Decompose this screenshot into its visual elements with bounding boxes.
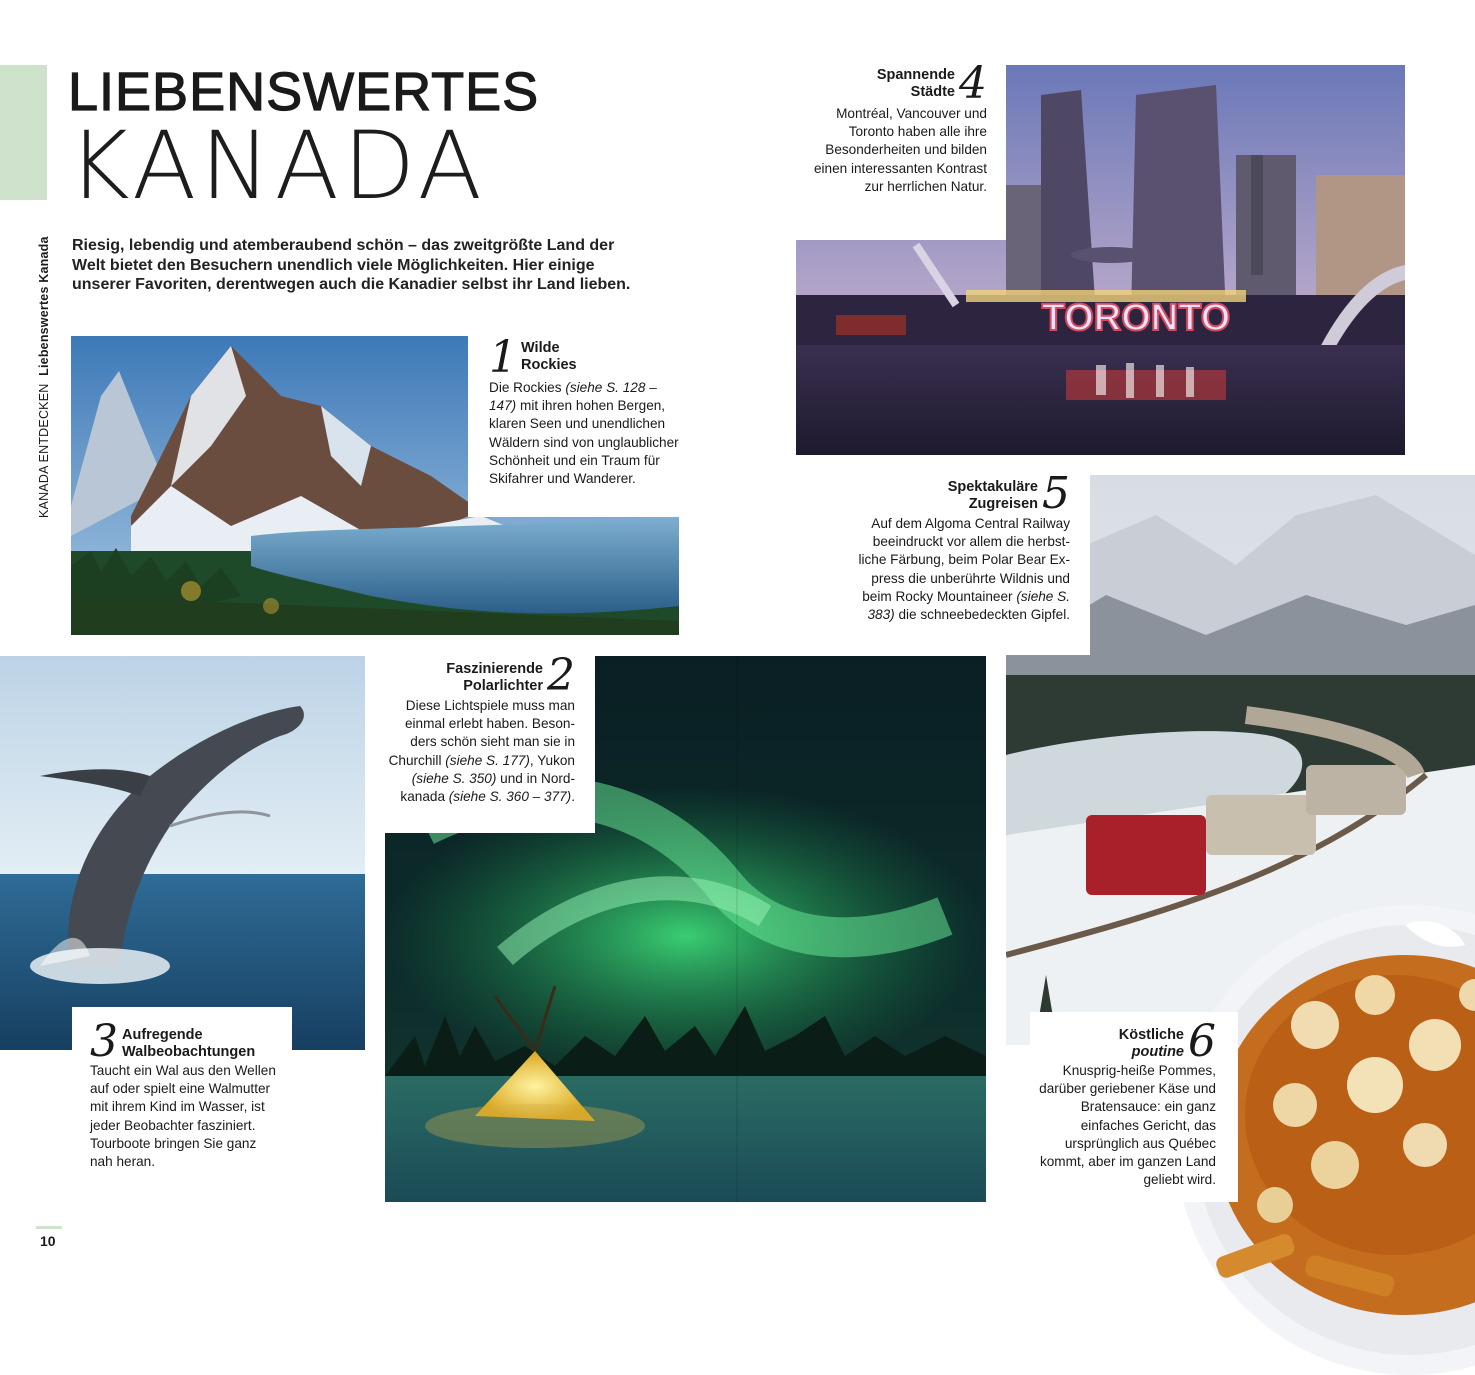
item-1-number: 1 bbox=[489, 332, 517, 383]
item-3-body bbox=[90, 1062, 280, 1171]
item-1-heading bbox=[521, 340, 577, 374]
item-5-page-ref: (siehe S. 383) bbox=[867, 588, 1070, 623]
item-4 bbox=[795, 58, 987, 196]
item-2-body-text-4: . bbox=[571, 789, 575, 805]
item-3-heading1: Aufregende bbox=[122, 1027, 203, 1043]
item-5-heading1: Spektakuläre bbox=[947, 479, 1038, 495]
item-2-body-text-2: , Yukon bbox=[529, 752, 575, 768]
page-title bbox=[68, 62, 540, 221]
item-6-heading2: poutine bbox=[1131, 1044, 1184, 1060]
item-4-body-text: Montréal, Vancouver und Toronto haben alle ihre Besonderheiten und bilden einen interessanten Kontrast zur herrlichen Natur. bbox=[813, 106, 987, 194]
item-5-heading bbox=[948, 479, 1038, 513]
item-4-heading bbox=[877, 67, 955, 101]
item-2-heading2: Polarlichter bbox=[463, 678, 543, 694]
item-2-page-ref-1: (siehe S. 177) bbox=[445, 752, 530, 768]
item-3-body-text: Taucht ein Wal aus den Wellen auf oder spielt eine Walmutter mit ihrem Kind im Wasser, ist jeder Beobachter fasziniert. Tourboote bringen Sie ganz nah heran. bbox=[90, 1063, 276, 1170]
side-label bbox=[37, 236, 51, 518]
item-3-number: 3 bbox=[90, 1016, 118, 1067]
item-4-heading1: Spannende bbox=[876, 67, 955, 83]
item-2-page-ref-2: (siehe S. 350) bbox=[411, 770, 497, 786]
item-5-body bbox=[852, 515, 1070, 624]
side-label-section: KANADA ENTDECKEN bbox=[37, 383, 51, 518]
item-6 bbox=[1032, 1016, 1216, 1189]
item-1-heading1: Wilde bbox=[521, 340, 560, 356]
item-3-heading bbox=[122, 1027, 255, 1061]
intro-text: Riesig, lebendig und atemberaubend schön – das zweitgrößte Land der Welt bietet den Besuchern unendlich viele Möglichkeiten. Hier einige unserer Favoriten, derentwegen auch die Kanadier selbst ihr Land lieben. bbox=[72, 237, 631, 294]
page-number: 10 bbox=[40, 1233, 56, 1249]
page-number-rule bbox=[36, 1226, 62, 1229]
title-line2: KANADA bbox=[68, 112, 486, 221]
item-2-heading bbox=[446, 661, 543, 695]
item-5-heading2: Zugreisen bbox=[968, 496, 1038, 512]
item-5-body-text: Auf dem Algoma Central Railway beeindruckt vor allem die herbstliche Färbung, beim Polar Bear Express die unberührte Wildnis und beim Rocky Mountaineer bbox=[858, 516, 1070, 604]
side-label-topic: Liebenswertes Kanada bbox=[37, 236, 51, 376]
item-3 bbox=[90, 1016, 280, 1171]
title-line1: LIEBENSWERTES bbox=[68, 62, 540, 122]
whale-photo bbox=[0, 656, 365, 1050]
item-5 bbox=[852, 468, 1070, 624]
item-6-heading1: Köstliche bbox=[1118, 1027, 1184, 1043]
item-1 bbox=[489, 332, 679, 488]
item-4-heading2: Städte bbox=[910, 84, 955, 100]
item-1-page-ref: (siehe S. 128 –147) bbox=[489, 380, 657, 414]
item-6-number: 6 bbox=[1188, 1016, 1216, 1067]
item-2-body bbox=[386, 697, 575, 806]
item-6-body-text: Knusprig-heiße Pommes, darüber geriebener Käse und Bratensauce: ein ganz einfaches Gericht, das ursprünglich aus Québec kommt, aber im ganzen Land geliebt wird. bbox=[1039, 1063, 1216, 1188]
item-6-body bbox=[1032, 1062, 1216, 1189]
item-2 bbox=[386, 650, 575, 806]
item-2-body-text-3: und in Nordkanada bbox=[400, 770, 575, 805]
item-1-body-text-2: mit ihren hohen Bergen, klaren Seen und unendlichen Wäldern sind von unglaublicher Schönheit und ein Traum für Skifahrer und Wanderer. bbox=[489, 398, 679, 487]
toronto-sign: TORONTO bbox=[1041, 297, 1231, 339]
item-4-number: 4 bbox=[959, 58, 987, 109]
item-4-body bbox=[795, 105, 987, 196]
item-2-body-text: Diese Lichtspiele muss man einmal erlebt haben. Besonders schön sieht man sie in Churchill bbox=[388, 698, 575, 768]
item-1-body-text: Die Rockies bbox=[489, 380, 566, 395]
item-2-number: 2 bbox=[547, 650, 575, 701]
item-2-page-ref-3: (siehe S. 360 – 377) bbox=[448, 789, 572, 805]
item-1-heading2: Rockies bbox=[521, 357, 577, 373]
item-3-heading2: Walbeobachtungen bbox=[122, 1044, 256, 1060]
item-2-heading1: Faszinierende bbox=[446, 661, 543, 677]
item-6-heading bbox=[1119, 1027, 1184, 1061]
item-1-body bbox=[489, 379, 679, 488]
accent-bar bbox=[0, 65, 47, 200]
item-5-number: 5 bbox=[1042, 468, 1070, 519]
item-5-body-text-2: die schneebedeckten Gipfel. bbox=[894, 607, 1070, 623]
